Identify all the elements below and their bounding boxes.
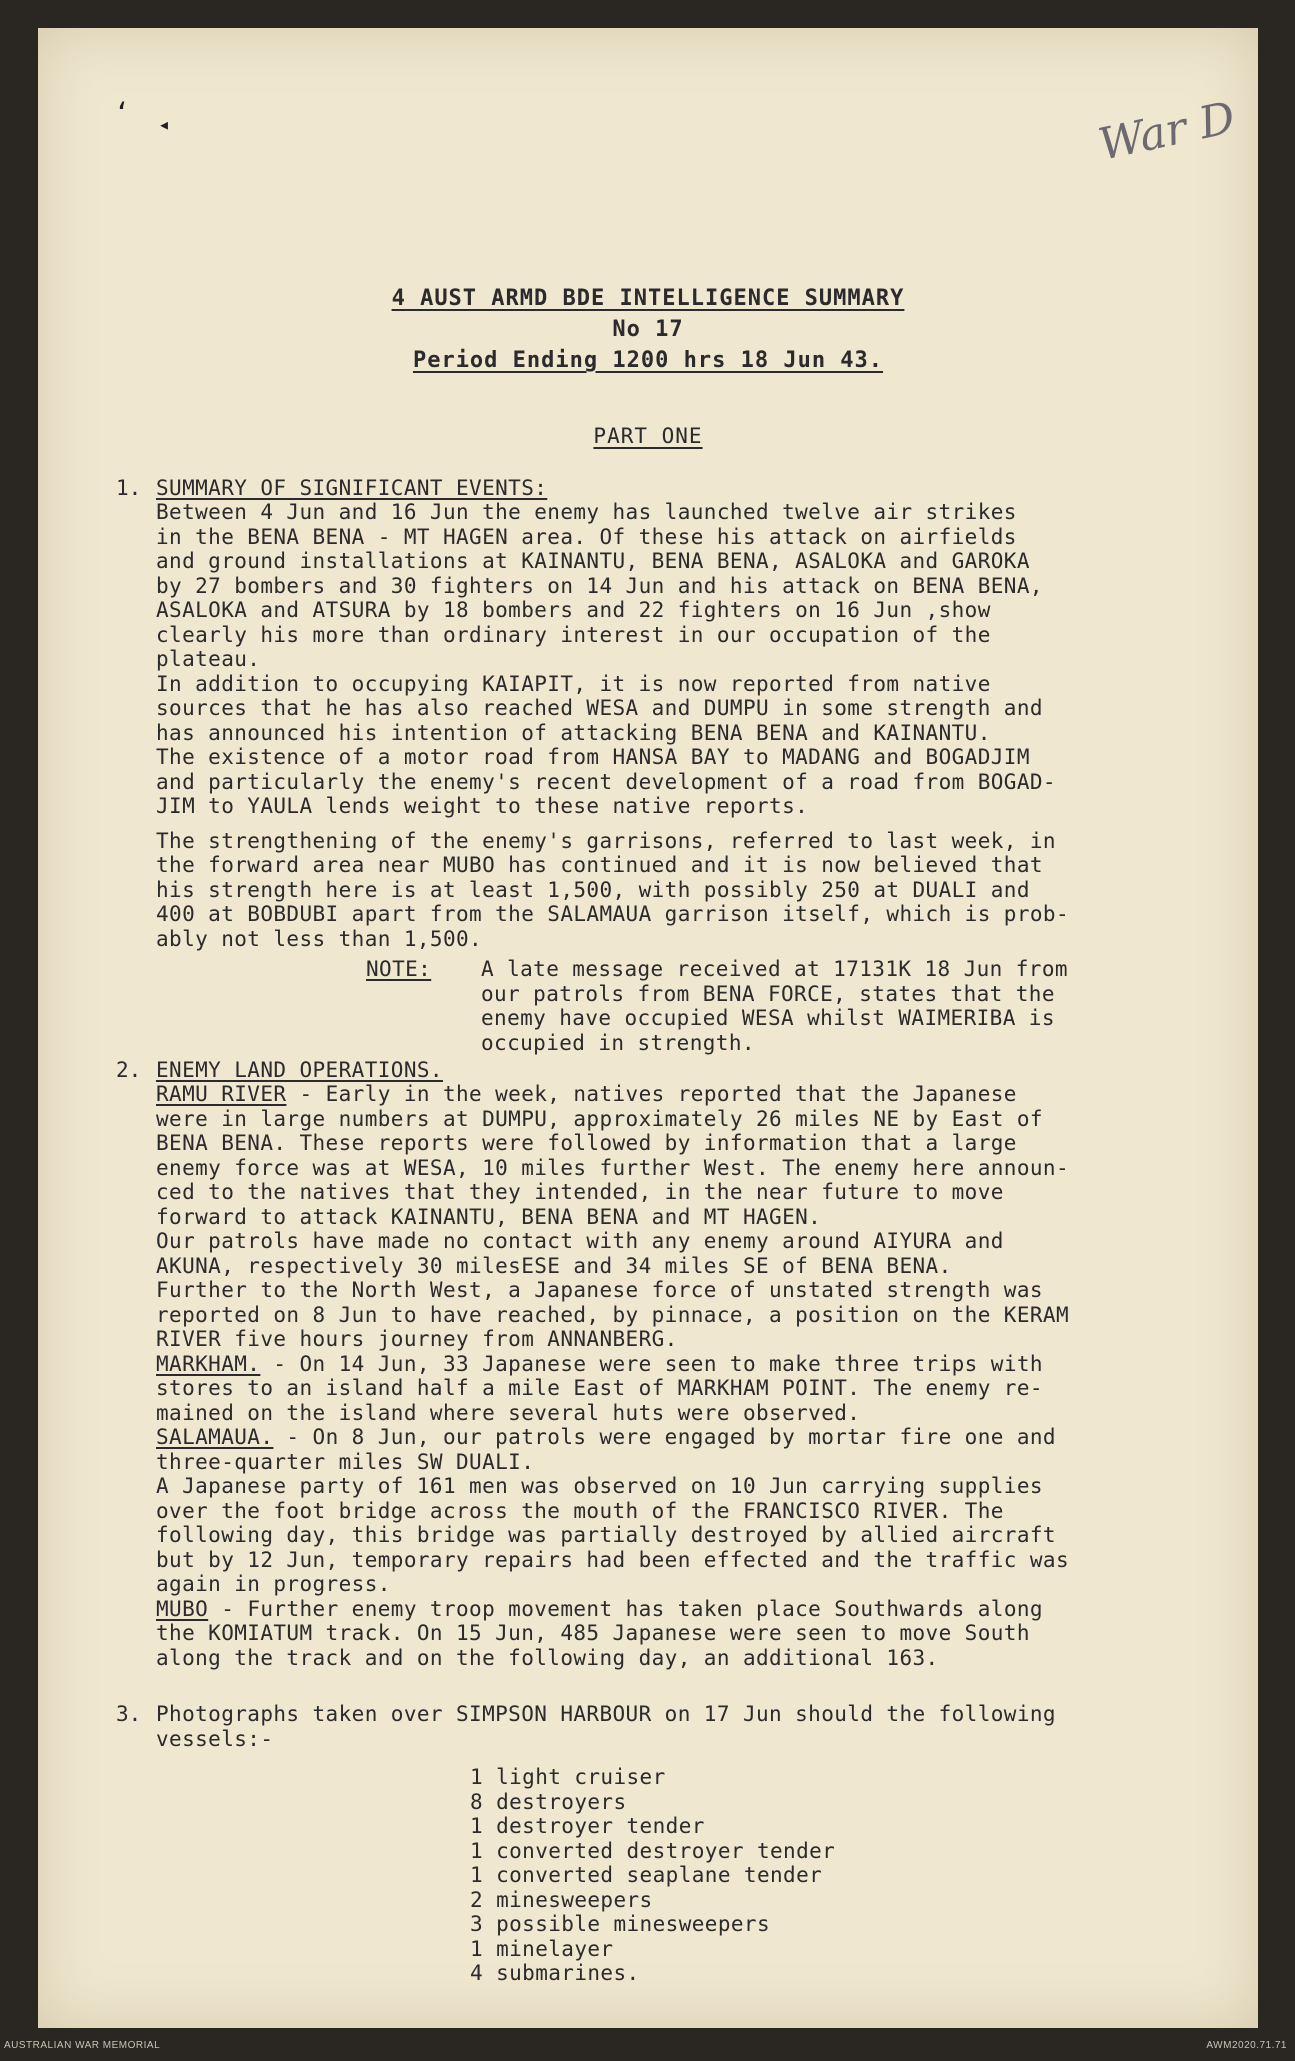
ink-mark: ◂: [158, 112, 171, 136]
vessel-list: [470, 1765, 1226, 1986]
text-line: BENA BENA. These reports were followed by information that a large: [156, 1131, 1017, 1155]
handwritten-annotation: War D: [1094, 92, 1240, 171]
text-line: ably not less than 1,500.: [156, 926, 483, 951]
title-line-3: Period Ending 1200 hrs 18 Jun 43.: [412, 348, 884, 373]
subheading-markham: MARKHAM.: [156, 1351, 261, 1376]
text-line: the KOMIATUM track. On 15 Jun, 485 Japanese were seen to move South: [156, 1621, 1030, 1645]
list-item: 1 converted seaplane tender: [470, 1863, 823, 1887]
text-line: reported on 8 Jun to have reached, by pinnace, a position on the KERAM: [156, 1302, 1070, 1327]
text-line: vessels:-: [156, 1726, 274, 1751]
text-line: MUBO - Further enemy troop movement has taken place Southwards along: [156, 1596, 1043, 1621]
note-line: occupied in strength.: [481, 1030, 755, 1055]
text-line: and particularly the enemy's recent development of a road from BOGAD-: [156, 769, 1056, 794]
note-line: our patrols from BENA FORCE, states that the: [481, 981, 1055, 1006]
text-line: JIM to YAULA lends weight to these native reports.: [156, 794, 809, 818]
list-item: 1 minelayer: [470, 1936, 614, 1961]
text-line: over the foot bridge across the mouth of the FRANCISCO RIVER. The: [156, 1498, 1004, 1523]
text-line: forward to attack KAINANTU, BENA BENA and MT HAGEN.: [156, 1204, 822, 1229]
note-line: enemy have occupied WESA whilst WAIMERIBA is: [481, 1006, 1055, 1030]
subheading-salamaua: SALAMAUA.: [156, 1425, 274, 1449]
text-line: ced to the natives that they intended, in the near future to move: [156, 1180, 1004, 1204]
text-line: his strength here is at least 1,500, with possibly 250 at DUALI and: [156, 877, 1030, 902]
text-line: In addition to occupying KAIAPIT, it is now reported from native: [156, 671, 991, 696]
text-line: Between 4 Jun and 16 Jun the enemy has launched twelve air strikes: [156, 500, 1017, 524]
text-line: has announced his intention of attacking BENA BENA and KAINANTU.: [156, 720, 991, 745]
section-number: 3.: [116, 1702, 142, 1726]
text-line: The strengthening of the enemy's garrisons, referred to last week, in: [156, 828, 1056, 853]
text-line: A Japanese party of 161 men was observed on 10 Jun carrying supplies: [156, 1474, 1043, 1498]
note-block: [366, 957, 1226, 1055]
subheading-ramu-river: RAMU RIVER: [156, 1082, 287, 1106]
ink-mark: ʻ: [114, 98, 130, 128]
text-line: plateau.: [156, 647, 261, 671]
text-line: but by 12 Jun, temporary repairs had been effected and the traffic was: [156, 1547, 1070, 1572]
title-line-1: 4 AUST ARMD BDE INTELLIGENCE SUMMARY: [391, 286, 905, 311]
text-line: RAMU RIVER - Early in the week, natives reported that the Japanese: [156, 1082, 1017, 1106]
text-line: sources that he has also reached WESA and DUMPU in some strength and: [156, 696, 1043, 720]
text-line: Further to the North West, a Japanese force of unstated strength was: [156, 1278, 1043, 1302]
text-line: Our patrols have made no contact with any enemy around AIYURA and: [156, 1229, 1004, 1253]
part-heading: PART ONE: [593, 424, 703, 448]
text-line: in the BENA BENA - MT HAGEN area. Of these his attack on airfields: [156, 524, 1017, 549]
text-line: stores to an island half a mile East of MARKHAM POINT. The enemy re-: [156, 1376, 1043, 1400]
text-line: were in large numbers at DUMPU, approximately 26 miles NE by East of: [156, 1106, 1043, 1131]
section-heading: ENEMY LAND OPERATIONS.: [156, 1058, 443, 1082]
text-line: following day, this bridge was partially destroyed by allied aircraft: [156, 1523, 1056, 1547]
list-item: 2 minesweepers: [470, 1887, 653, 1912]
text-line: clearly his more than ordinary interest in our occupation of the: [156, 622, 991, 647]
text-line: and ground installations at KAINANTU, BENA BENA, ASALOKA and GAROKA: [156, 549, 1030, 573]
text-line: three-quarter miles SW DUALI.: [156, 1449, 535, 1474]
text-line: SALAMAUA. - On 8 Jun, our patrols were engaged by mortar fire one and: [156, 1425, 1056, 1449]
text-line: MARKHAM. - On 14 Jun, 33 Japanese were seen to make three trips with: [156, 1351, 1043, 1376]
list-item: 4 submarines.: [470, 1961, 640, 1985]
document-title: [38, 286, 1258, 373]
list-item: 3 possible minesweepers: [470, 1912, 770, 1936]
section-number: 1.: [116, 476, 142, 500]
section-heading: SUMMARY OF SIGNIFICANT EVENTS:: [156, 476, 548, 500]
subheading-mubo: MUBO: [156, 1596, 209, 1621]
list-item: 1 converted destroyer tender: [470, 1838, 836, 1863]
note-label: NOTE:: [366, 957, 432, 981]
text-line: the forward area near MUBO has continued and it is now believed that: [156, 853, 1043, 877]
document-page: [38, 28, 1258, 2028]
footer-item-id: AWM2020.71.71: [1206, 2040, 1287, 2051]
list-item: 8 destroyers: [470, 1789, 627, 1814]
note-line: A late message received at 17131K 18 Jun from: [481, 957, 1068, 981]
text-line: enemy force was at WESA, 10 miles further West. The enemy here announ-: [156, 1155, 1070, 1180]
section-number: 2.: [116, 1058, 142, 1082]
text-line: again in progress.: [156, 1572, 391, 1596]
footer-archive-name: AUSTRALIAN WAR MEMORIAL: [4, 2040, 161, 2051]
list-item: 1 light cruiser: [470, 1765, 666, 1789]
list-item: 1 destroyer tender: [470, 1814, 705, 1838]
text-line: along the track and on the following day, an additional 163.: [156, 1645, 939, 1670]
text-line: 400 at BOBDUBI apart from the SALAMAUA garrison itself, which is prob-: [156, 902, 1070, 926]
title-line-2: No 17: [612, 317, 684, 342]
text-line: The existence of a motor road from HANSA BAY to MADANG and BOGADJIM: [156, 745, 1030, 769]
text-line: Photographs taken over SIMPSON HARBOUR on 17 Jun should the following: [156, 1702, 1056, 1726]
text-line: RIVER five hours journey from ANNANBERG.: [156, 1327, 678, 1351]
text-line: ASALOKA and ATSURA by 18 bombers and 22 fighters on 16 Jun ,show: [156, 598, 991, 622]
text-line: by 27 bombers and 30 fighters on 14 Jun and his attack on BENA BENA,: [156, 573, 1043, 598]
text-line: mained on the island where several huts were observed.: [156, 1400, 861, 1425]
text-line: AKUNA, respectively 30 milesESE and 34 miles SE of BENA BENA.: [156, 1253, 952, 1278]
